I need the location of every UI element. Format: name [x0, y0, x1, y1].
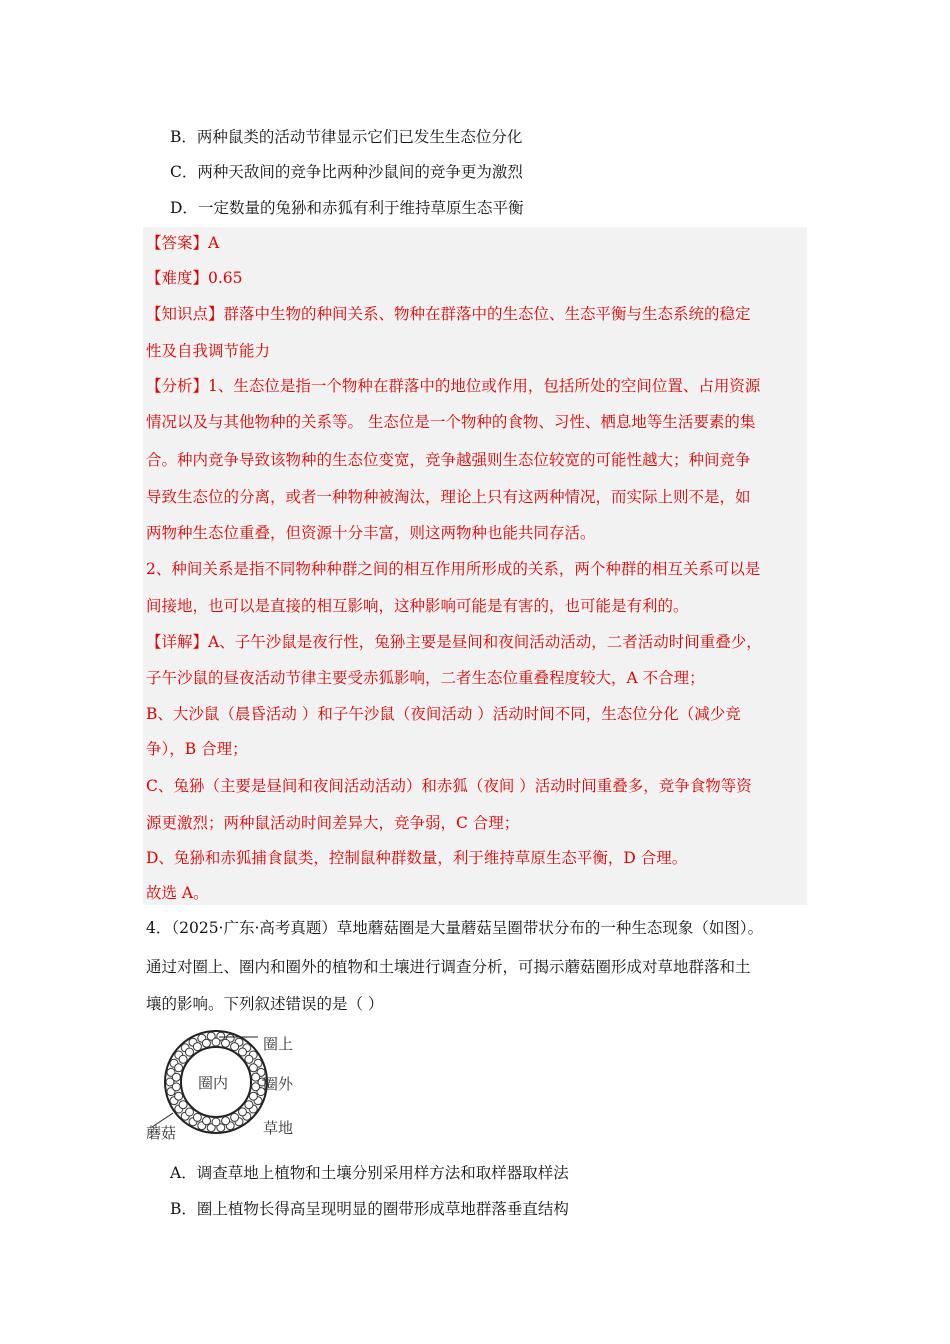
- label-outside: 圈外: [263, 1075, 294, 1093]
- mushroom-dot: [202, 1039, 210, 1047]
- label-on-ring: 圈上: [263, 1035, 294, 1053]
- analysis-line-4: 导致生态位的分离，或者一种物种被淘汰，理论上只有这两种情况，而实际上则不是，如: [146, 488, 751, 506]
- mushroom-ring-figure: [140, 1025, 320, 1150]
- analysis-line-5: 两物种生态位重叠，但资源十分丰富，则这两物种也能共同存活。: [146, 524, 596, 542]
- mushroom-dot: [203, 1117, 211, 1125]
- option-b-q4: B．圈上植物长得高呈现明显的圈带形成草地群落垂直结构: [170, 1200, 569, 1218]
- mushroom-dot: [231, 1043, 239, 1051]
- mushroom-dot: [193, 1113, 201, 1121]
- mushroom-dot: [239, 1048, 247, 1056]
- mushroom-dot: [245, 1055, 253, 1063]
- mushroom-dot: [172, 1083, 180, 1091]
- question-4-stem-line-1: 4．（2025·广东·高考真题）草地蘑菇圈是大量蘑菇呈圈带状分布的一种生态现象（如图）。: [146, 919, 764, 937]
- analysis-line-1: 【分析】1、生态位是指一个物种在群落中的地位或作用，包括所处的空间位置、占用资源: [146, 377, 761, 395]
- knowledge-line-1: 【知识点】群落中生物的种间关系、物种在群落中的生态位、生态平衡与生态系统的稳定: [146, 305, 751, 323]
- mushroom-dot: [249, 1064, 257, 1072]
- detail-line-1: 【详解】A、子午沙鼠是夜行性，兔狲主要是昼间和夜间活动活动，二者活动时间重叠少，: [146, 633, 762, 651]
- detail-line-3: B、大沙鼠（晨昏活动 ）和子午沙鼠（夜间活动 ）活动时间不同，生态位分化（减少竞: [146, 705, 741, 723]
- mushroom-dot: [179, 1101, 187, 1109]
- detail-line-7: D、兔狲和赤狐捕食鼠类，控制鼠种群数量，利于维持草原生态平衡，D 合理。: [146, 849, 688, 867]
- analysis-line-3: 合。种内竞争导致该物种的生态位变宽，竞争越强则生态位较宽的可能性越大；种间竞争: [146, 451, 751, 469]
- mushroom-dot: [245, 1101, 253, 1109]
- mushroom-dot: [186, 1048, 194, 1056]
- detail-line-4: 争），B 合理；: [146, 740, 248, 758]
- option-a: A．调查草地上植物和土壤分别采用样方法和取样器取样法: [170, 1164, 569, 1182]
- analysis-line-7: 间接地，也可以是直接的相互影响，这种影响可能是有害的，也可能是有利的。: [146, 597, 689, 615]
- mushroom-dot: [239, 1108, 247, 1116]
- mushroom-dot: [252, 1073, 260, 1081]
- label-grassland: 草地: [263, 1119, 294, 1137]
- mushroom-dot: [222, 1117, 230, 1125]
- difficulty: 【难度】0.65: [146, 269, 243, 287]
- answer: 【答案】A: [146, 234, 220, 252]
- detail-line-5: C、兔狲（主要是昼间和夜间活动活动）和赤狐（夜间 ）活动时间重叠多，竞争食物等资: [146, 777, 752, 795]
- mushroom-dot: [193, 1043, 201, 1051]
- mushroom-dot: [231, 1113, 239, 1121]
- label-mushroom: 蘑菇: [146, 1124, 177, 1142]
- mushroom-dot: [249, 1092, 257, 1100]
- detail-line-6: 源更激烈；两种鼠活动时间差异大，竞争弱，C 合理；: [146, 814, 520, 832]
- mushroom-dot: [252, 1083, 260, 1091]
- analysis-line-2: 情况以及与其他物种的关系等。 生态位是一个物种的食物、习性、栖息地等生活要素的集: [146, 413, 756, 431]
- question-4-stem-line-2: 通过对圈上、圈内和圈外的植物和土壤进行调查分析，可揭示蘑菇圈形成对草地群落和土: [146, 958, 751, 976]
- detail-line-2: 子午沙鼠的昼夜活动节律主要受赤狐影响，二者生态位重叠程度较大，A 不合理；: [146, 669, 705, 687]
- mushroom-dot: [212, 1038, 220, 1046]
- question-4-stem-line-3: 壤的影响。下列叙述错误的是（ ）: [146, 995, 384, 1013]
- knowledge-line-2: 性及自我调节能力: [146, 342, 271, 360]
- label-inside: 圈内: [198, 1074, 229, 1092]
- mushroom-dot: [175, 1092, 183, 1100]
- option-b: B．两种鼠类的活动节律显示它们已发生生态位分化: [170, 128, 523, 146]
- mushroom-dot: [222, 1039, 230, 1047]
- mushroom-dot: [212, 1118, 220, 1126]
- option-d: D．一定数量的兔狲和赤狐有利于维持草原生态平衡: [170, 199, 524, 217]
- option-c: C．两种天敌间的竞争比两种沙鼠间的竞争更为激烈: [170, 163, 523, 181]
- mushroom-dot: [175, 1064, 183, 1072]
- mushroom-dot: [186, 1108, 194, 1116]
- mushroom-dot: [172, 1073, 180, 1081]
- analysis-line-6: 2、种间关系是指不同物种种群之间的相互作用所形成的关系，两个种群的相互关系可以是: [146, 560, 761, 578]
- conclusion: 故选 A。: [146, 884, 209, 902]
- mushroom-dot: [179, 1055, 187, 1063]
